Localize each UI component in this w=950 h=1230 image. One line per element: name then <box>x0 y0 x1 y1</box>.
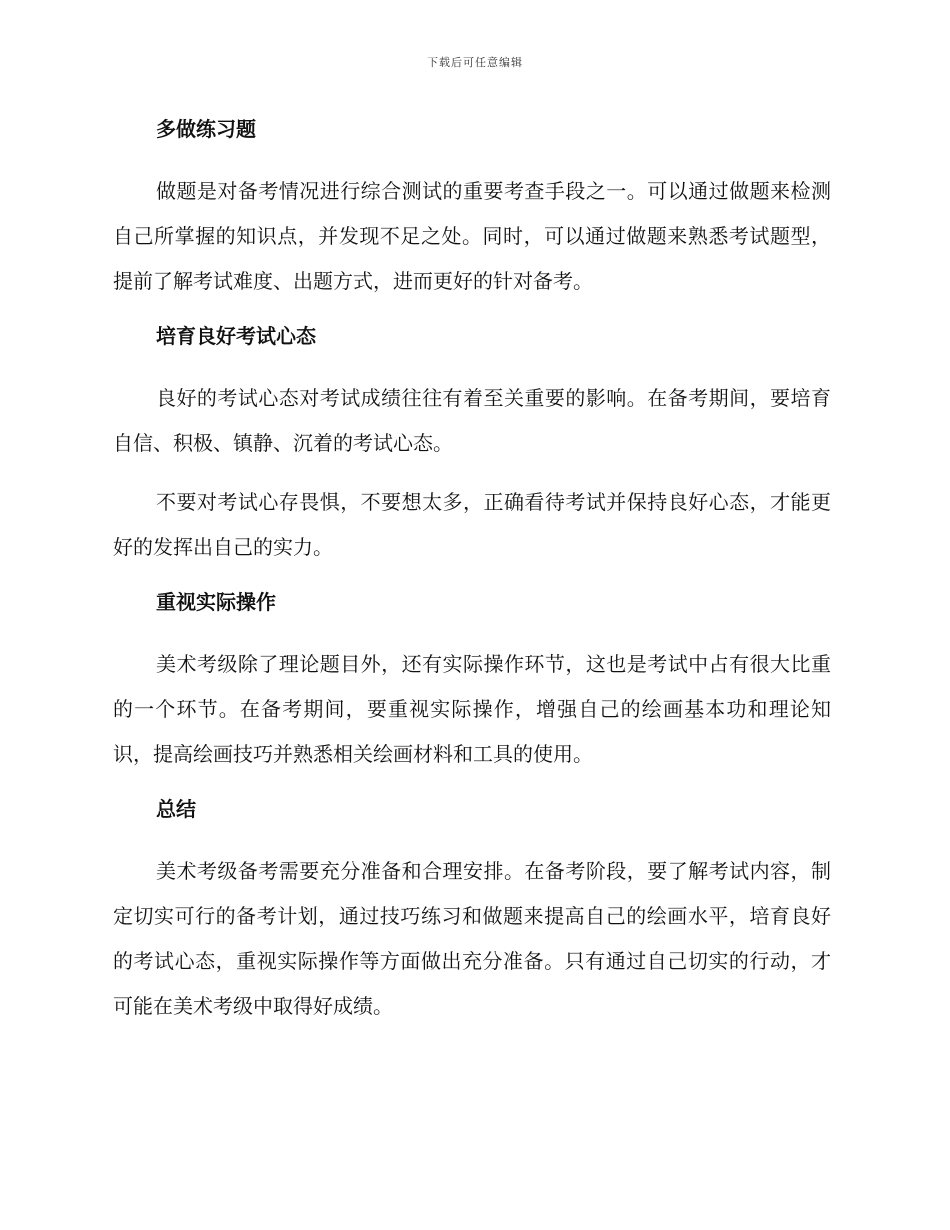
document-body <box>113 111 831 1043</box>
section-paragraph: 美术考级备考需要充分准备和合理安排。在备考阶段，要了解考试内容，制定切实可行的备考计划，通过技巧练习和做题来提高自己的绘画水平，培育良好的考试心态，重视实际操作等方面做出充分准备。只有通过自己切实的行动，才可能在美术考级中取得好成绩。 <box>113 859 831 1018</box>
section-heading-summary: 总结 <box>156 797 196 821</box>
section-paragraph: 不要对考试心存畏惧，不要想太多，正确看待考试并保持良好心态，才能更好的发挥出自己的实力。 <box>113 490 831 559</box>
section-heading-practice: 多做练习题 <box>156 117 256 141</box>
section-heading-mindset: 培育良好考试心态 <box>156 324 316 348</box>
header-note: 下载后可任意编辑 <box>427 56 523 69</box>
section-paragraph: 良好的考试心态对考试成绩往往有着至关重要的影响。在备考期间，要培育自信、积极、镇静、沉着的考试心态。 <box>113 386 831 455</box>
section-heading-practical: 重视实际操作 <box>156 590 276 614</box>
section-paragraph: 做题是对备考情况进行综合测试的重要考查手段之一。可以通过做题来检测自己所掌握的知识点，并发现不足之处。同时，可以通过做题来熟悉考试题型，提前了解考试难度、出题方式，进而更好的针对备考。 <box>113 179 831 293</box>
section-paragraph: 美术考级除了理论题目外，还有实际操作环节，这也是考试中占有很大比重的一个环节。在备考期间，要重视实际操作，增强自己的绘画基本功和理论知识，提高绘画技巧并熟悉相关绘画材料和工具的使用。 <box>113 652 831 766</box>
